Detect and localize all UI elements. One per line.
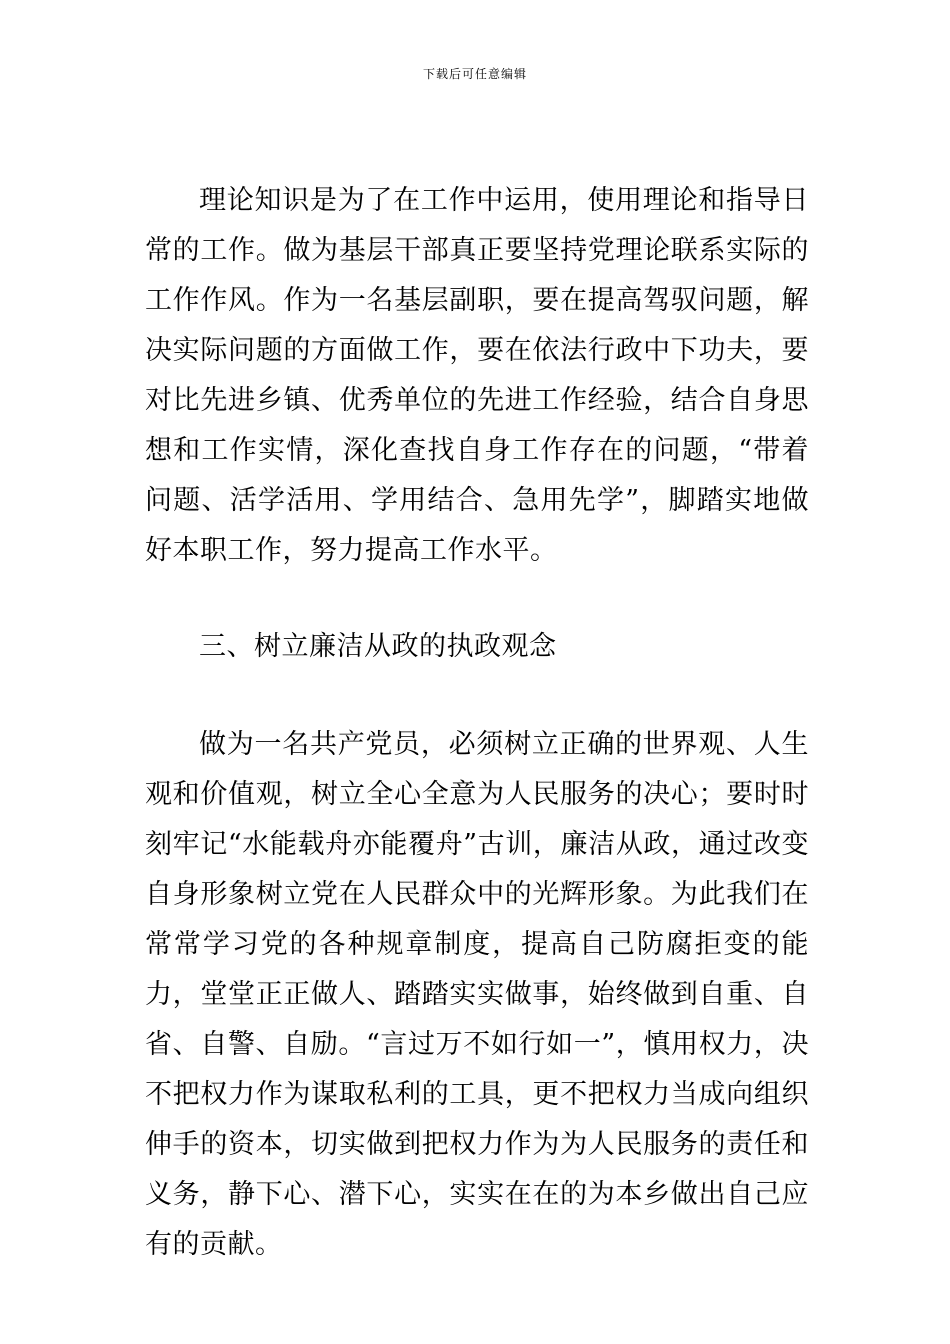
- paragraph-theory-knowledge: 理论知识是为了在工作中运用，使用理论和指导日常的工作。做为基层干部真正要坚持党理论联系实际的工作作风。作为一名基层副职，要在提高驾驭问题，解决实际问题的方面做工作，要在依法行政中下功夫，要对比先进乡镇、优秀单位的先进工作经验，结合自身思想和工作实情，深化查找自身工作存在的问题，“带着问题、活学活用、学用结合、急用先学”，脚踏实地做好本职工作，努力提高工作水平。: [145, 185, 809, 566]
- section-heading: 三、树立廉洁从政的执政观念: [199, 631, 557, 662]
- paragraph-party-member: 做为一名共产党员，必须树立正确的世界观、人生观和价值观，树立全心全意为人民服务的决心；要时时刻牢记“水能载舟亦能覆舟”古训，廉洁从政，通过改变自身形象树立党在人民群众中的光辉形象。为此我们在常常学习党的各种规章制度，提高自己防腐拒变的能力，堂堂正正做人、踏踏实实做事，始终做到自重、自省、自警、自励。“言过万不如行如一”，慎用权力，决不把权力作为谋取私利的工具，更不把权力当成向组织伸手的资本，切实做到把权力作为为人民服务的责任和义务，静下心、潜下心，实实在在的为本乡做出自己应有的贡献。: [145, 729, 809, 1260]
- page-header-note: 下载后可任意编辑: [422, 67, 527, 81]
- document-body: [145, 176, 809, 1270]
